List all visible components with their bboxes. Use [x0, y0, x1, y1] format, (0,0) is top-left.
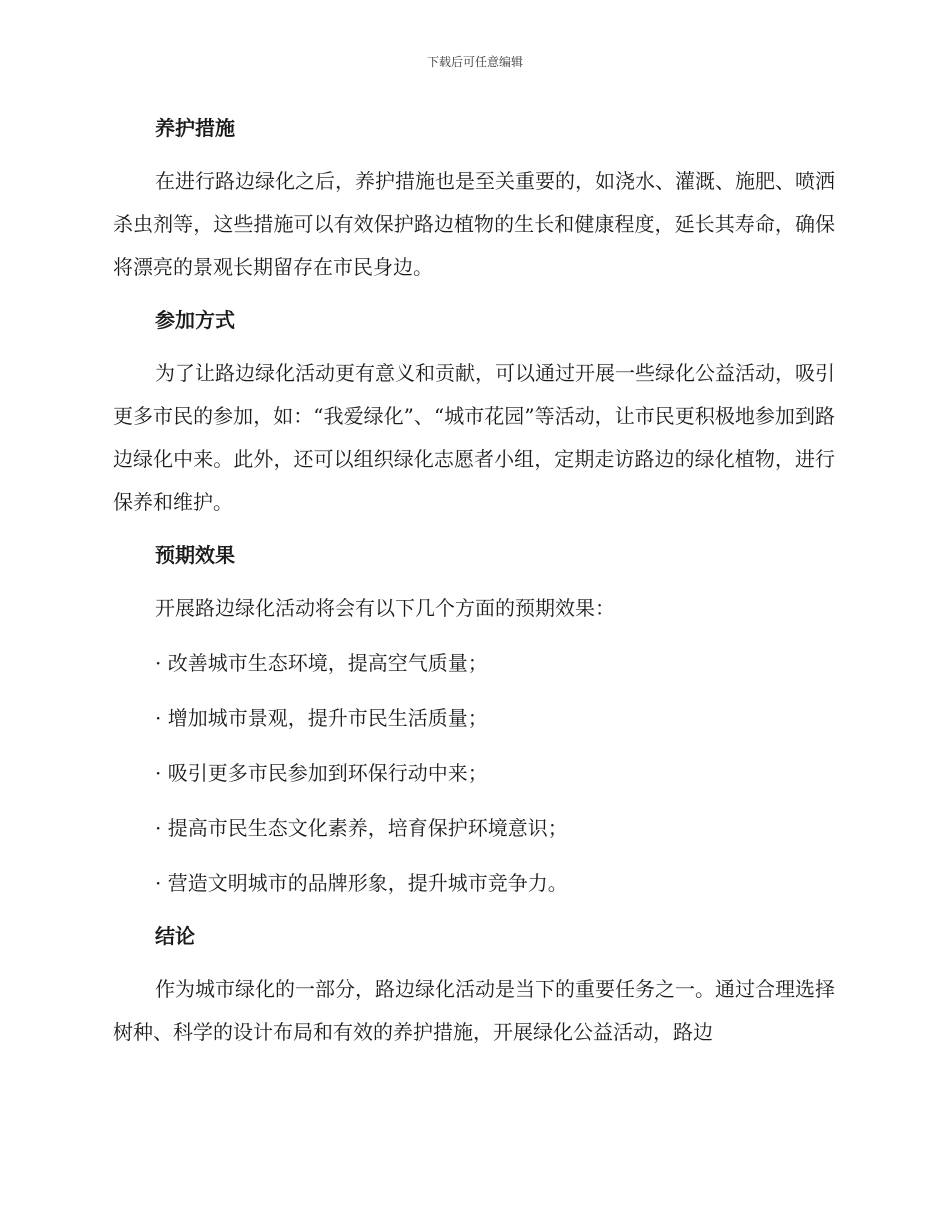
paragraph-participation: 为了让路边绿化活动更有意义和贡献，可以通过开展一些绿化公益活动，吸引更多市民的参加，如：“我爱绿化”、“城市花园”等活动，让市民更积极地参加到路边绿化中来。此外，还可以组织绿化志愿者小组，定期走访路边的绿化植物，进行保养和维护。 — [113, 361, 835, 514]
section-heading-expected-effects: 预期效果 — [155, 543, 235, 567]
section-heading-conclusion: 结论 — [155, 924, 195, 948]
section-heading-participation: 参加方式 — [155, 308, 235, 332]
paragraph-expected-effects-intro: 开展路边绿化活动将会有以下几个方面的预期效果： — [155, 596, 615, 620]
list-item: · 营造文明城市的品牌形象，提升城市竞争力。 — [155, 871, 568, 895]
page-header: 下载后可任意编辑 — [426, 55, 523, 69]
list-item: · 改善城市生态环境，提高空气质量； — [155, 651, 488, 675]
paragraph-maintenance: 在进行路边绿化之后，养护措施也是至关重要的，如浇水、灌溉、施肥、喷洒杀虫剂等，这些措施可以有效保护路边植物的生长和健康程度，延长其寿命，确保将漂亮的景观长期留存在市民身边。 — [113, 169, 835, 279]
section-heading-maintenance: 养护措施 — [155, 116, 235, 140]
list-item: · 增加城市景观，提升市民生活质量； — [155, 706, 488, 730]
list-item: · 提高市民生态文化素养，培育保护环境意识； — [155, 816, 568, 840]
list-item: · 吸引更多市民参加到环保行动中来； — [155, 761, 488, 785]
document-body — [113, 108, 835, 1054]
paragraph-conclusion: 作为城市绿化的一部分，路边绿化活动是当下的重要任务之一。通过合理选择树种、科学的设计布局和有效的养护措施，开展绿化公益活动，路边 — [113, 977, 835, 1044]
